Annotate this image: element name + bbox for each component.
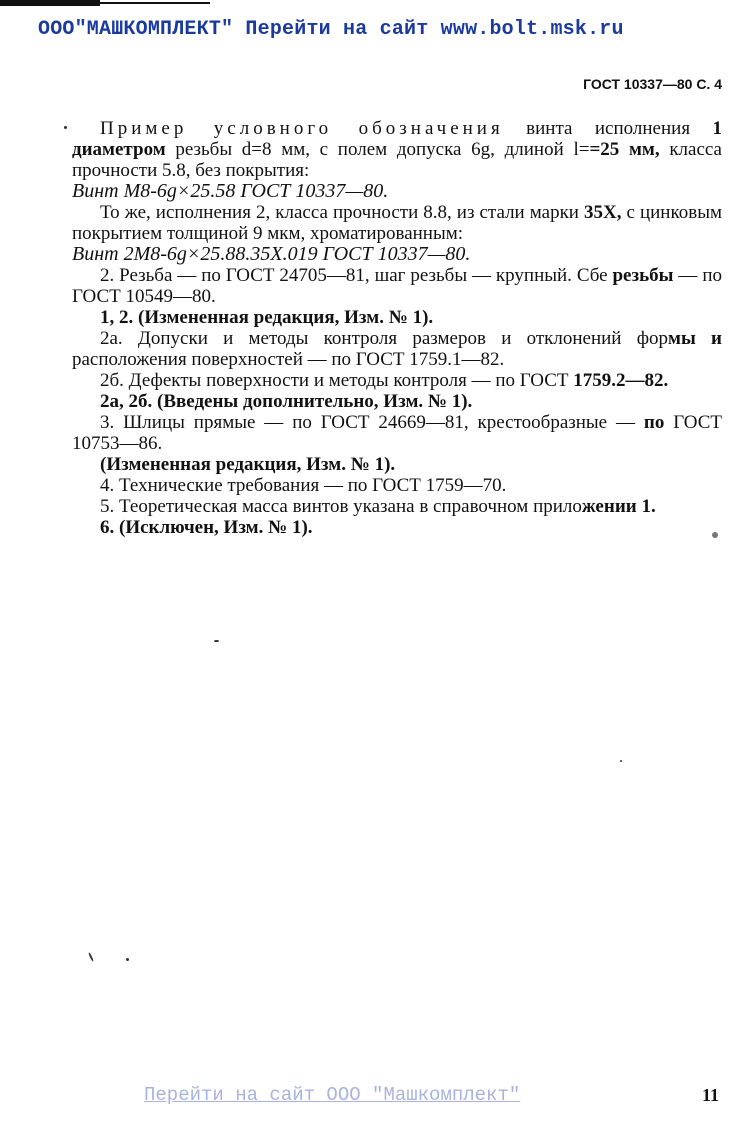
scan-speck <box>214 640 219 642</box>
designation-example-2: Винт 2М8-6g×25.88.35Х.019 ГОСТ 10337—80. <box>72 243 471 265</box>
paragraph-lead: Пример условного обозначения <box>100 118 504 139</box>
section-4: 4. Технические требования — по ГОСТ 1759—70. <box>100 475 507 496</box>
text-span: — по ГОСТ 10549—80. <box>72 265 722 307</box>
text-span: 3. Шлицы прямые — по ГОСТ 24669—81, крестообразные — <box>100 412 644 433</box>
text-span: 2. Резьба — по ГОСТ 24705—81, шаг резьбы — крупный. Сбе <box>100 265 613 286</box>
text-span: винта исполнения <box>503 118 713 139</box>
designation-example-1: Винт М8-6g×25.58 ГОСТ 10337—80. <box>72 180 389 202</box>
company-site-link[interactable]: ООО"МАШКОМПЛЕКТ" Перейти на сайт www.bolt.msk.ru <box>38 18 624 41</box>
scan-speck <box>712 532 718 538</box>
section-3-amendment: (Измененная редакция, Изм. № 1). <box>100 454 396 475</box>
bold-span: по <box>643 412 665 433</box>
scan-speck <box>88 952 94 962</box>
top-rule <box>0 0 100 6</box>
bold-span: =25 мм, <box>589 139 660 160</box>
company-site-footer-link[interactable]: Перейти на сайт ООО "Машкомплект" <box>144 1084 521 1106</box>
bold-span: 1759.2—82. <box>573 370 669 391</box>
text-span: То же, исполнения 2, класса прочности 8.8, из стали марки <box>100 202 584 223</box>
section-2a <box>72 328 722 370</box>
document-body <box>72 118 722 538</box>
section-5 <box>72 496 722 517</box>
bold-span: резьбы <box>612 265 674 286</box>
text-span: 2б. Дефекты поверхности и методы контроля — по ГОСТ <box>100 370 574 391</box>
scan-speck <box>620 760 622 762</box>
same-variant-paragraph <box>72 202 722 244</box>
bold-span: 35Х, <box>584 202 622 223</box>
text-span: резьбы d=8 мм, с полем допуска 6g, длиной l= <box>165 139 590 160</box>
page-number: 11 <box>701 1085 719 1105</box>
bold-span: мы и <box>668 328 722 349</box>
text-span: 5. Теоретическая масса винтов указана в справочном прило <box>100 496 582 517</box>
scan-speck <box>126 958 129 961</box>
section-2b <box>72 370 722 391</box>
section-6: 6. (Исключен, Изм. № 1). <box>100 517 313 538</box>
text-span: класса прочности 5.8, без покрытия: <box>72 139 722 181</box>
section-2 <box>72 265 722 307</box>
scan-speck <box>64 126 67 129</box>
bold-span: 1 диаметром <box>72 118 723 160</box>
text-span: с цинковым покрытием толщиной 9 мкм, хроматированным: <box>72 202 722 244</box>
section-1-2-amendment: 1, 2. (Измененная редакция, Изм. № 1). <box>100 307 434 328</box>
standard-page-header: ГОСТ 10337—80 С. 4 <box>583 76 722 92</box>
text-span: расположения поверхностей — по ГОСТ 1759.1—82. <box>72 349 505 370</box>
text-span: ГОСТ 10753—86. <box>72 412 722 454</box>
section-3 <box>72 412 722 454</box>
text-span: 2а. Допуски и методы контроля размеров и отклонений фор <box>100 328 669 349</box>
top-rule-thin <box>100 2 210 4</box>
designation-example-paragraph <box>72 118 722 181</box>
section-2a-2b-amendment: 2а, 2б. (Введены дополнительно, Изм. № 1). <box>100 391 473 412</box>
bold-span: жении 1. <box>581 496 656 517</box>
